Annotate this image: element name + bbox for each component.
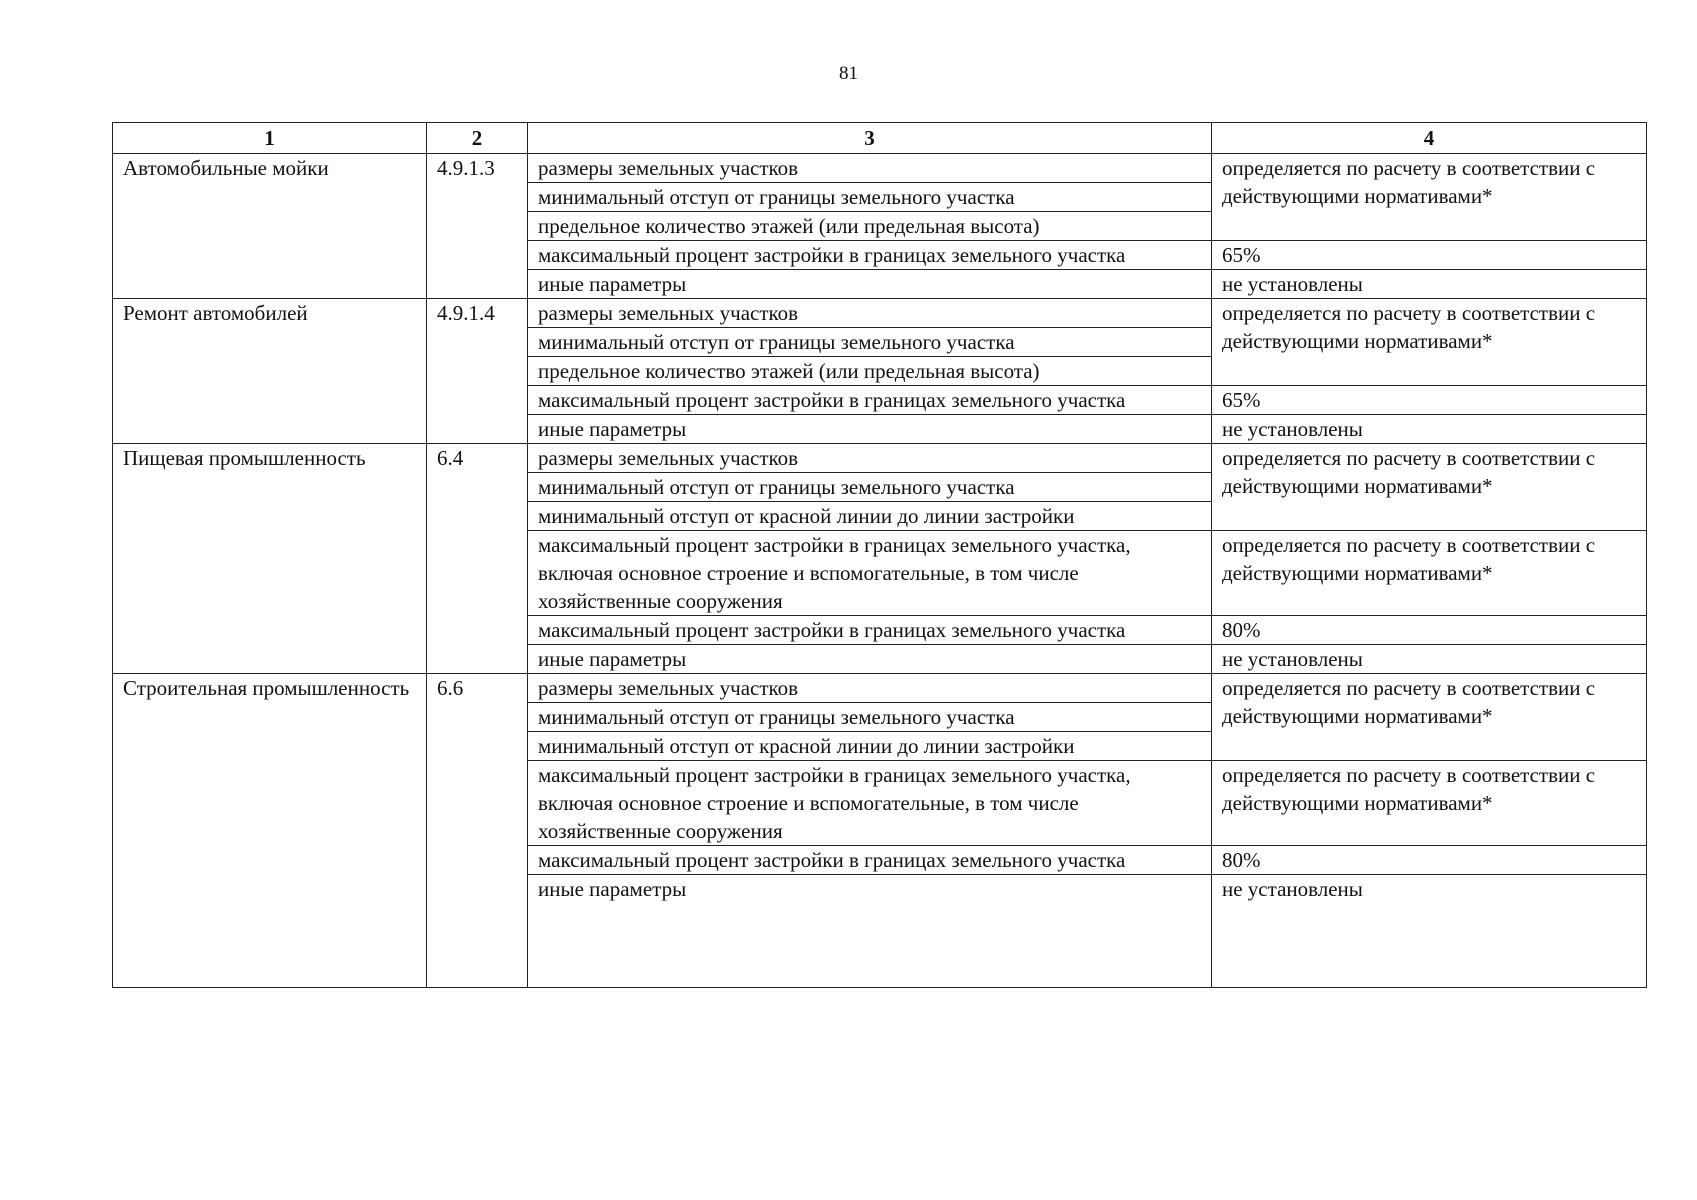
param-cell: максимальный процент застройки в границах земельного участка xyxy=(528,846,1212,875)
page-number: 81 xyxy=(839,63,858,84)
use-type-name: Ремонт автомобилей xyxy=(113,299,427,444)
table-row xyxy=(113,444,1647,473)
param-cell: иные параметры xyxy=(528,415,1212,444)
param-cell: размеры земельных участков xyxy=(528,444,1212,473)
header-col-1: 1 xyxy=(113,123,427,154)
value-cell: не установлены xyxy=(1212,270,1647,299)
param-cell: минимальный отступ от красной линии до линии застройки xyxy=(528,502,1212,531)
param-cell: размеры земельных участков xyxy=(528,299,1212,328)
value-cell: 65% xyxy=(1212,241,1647,270)
value-cell: не установлены xyxy=(1212,875,1647,988)
value-cell: определяется по расчету в соответствии с действующими нормативами* xyxy=(1212,674,1647,761)
value-cell: 65% xyxy=(1212,386,1647,415)
param-cell: максимальный процент застройки в границах земельного участка xyxy=(528,241,1212,270)
param-cell: минимальный отступ от границы земельного участка xyxy=(528,183,1212,212)
value-cell: определяется по расчету в соответствии с действующими нормативами* xyxy=(1212,531,1647,616)
param-cell: минимальный отступ от границы земельного участка xyxy=(528,328,1212,357)
header-row xyxy=(113,123,1647,154)
table-row xyxy=(113,299,1647,328)
value-cell: не установлены xyxy=(1212,415,1647,444)
value-cell: 80% xyxy=(1212,616,1647,645)
value-cell: определяется по расчету в соответствии с действующими нормативами* xyxy=(1212,761,1647,846)
param-cell: размеры земельных участков xyxy=(528,154,1212,183)
use-type-name: Пищевая промышленность xyxy=(113,444,427,674)
use-type-code: 4.9.1.3 xyxy=(427,154,528,299)
value-cell: определяется по расчету в соответствии с действующими нормативами* xyxy=(1212,444,1647,531)
param-cell: максимальный процент застройки в границах земельного участка xyxy=(528,386,1212,415)
use-type-code: 6.4 xyxy=(427,444,528,674)
param-cell: иные параметры xyxy=(528,875,1212,988)
value-cell: определяется по расчету в соответствии с действующими нормативами* xyxy=(1212,154,1647,241)
param-cell: предельное количество этажей (или предельная высота) xyxy=(528,357,1212,386)
header-col-3: 3 xyxy=(528,123,1212,154)
header-col-2: 2 xyxy=(427,123,528,154)
parameters-table xyxy=(112,122,1647,988)
value-cell: не установлены xyxy=(1212,645,1647,674)
use-type-name: Строительная промышленность xyxy=(113,674,427,988)
param-cell: минимальный отступ от границы земельного участка xyxy=(528,473,1212,502)
param-cell: максимальный процент застройки в границах земельного участка, включая основное строение и вспомогательные, в том числе хозяйственные сооружения xyxy=(528,531,1212,616)
value-cell: 80% xyxy=(1212,846,1647,875)
param-cell: минимальный отступ от границы земельного участка xyxy=(528,703,1212,732)
param-cell: минимальный отступ от красной линии до линии застройки xyxy=(528,732,1212,761)
param-cell: размеры земельных участков xyxy=(528,674,1212,703)
param-cell: предельное количество этажей (или предельная высота) xyxy=(528,212,1212,241)
value-cell: определяется по расчету в соответствии с действующими нормативами* xyxy=(1212,299,1647,386)
header-col-4: 4 xyxy=(1212,123,1647,154)
use-type-code: 4.9.1.4 xyxy=(427,299,528,444)
table-row xyxy=(113,674,1647,703)
use-type-name: Автомобильные мойки xyxy=(113,154,427,299)
use-type-code: 6.6 xyxy=(427,674,528,988)
table-row xyxy=(113,154,1647,183)
param-cell: иные параметры xyxy=(528,645,1212,674)
param-cell: иные параметры xyxy=(528,270,1212,299)
param-cell: максимальный процент застройки в границах земельного участка, включая основное строение и вспомогательные, в том числе хозяйственные сооружения xyxy=(528,761,1212,846)
param-cell: максимальный процент застройки в границах земельного участка xyxy=(528,616,1212,645)
